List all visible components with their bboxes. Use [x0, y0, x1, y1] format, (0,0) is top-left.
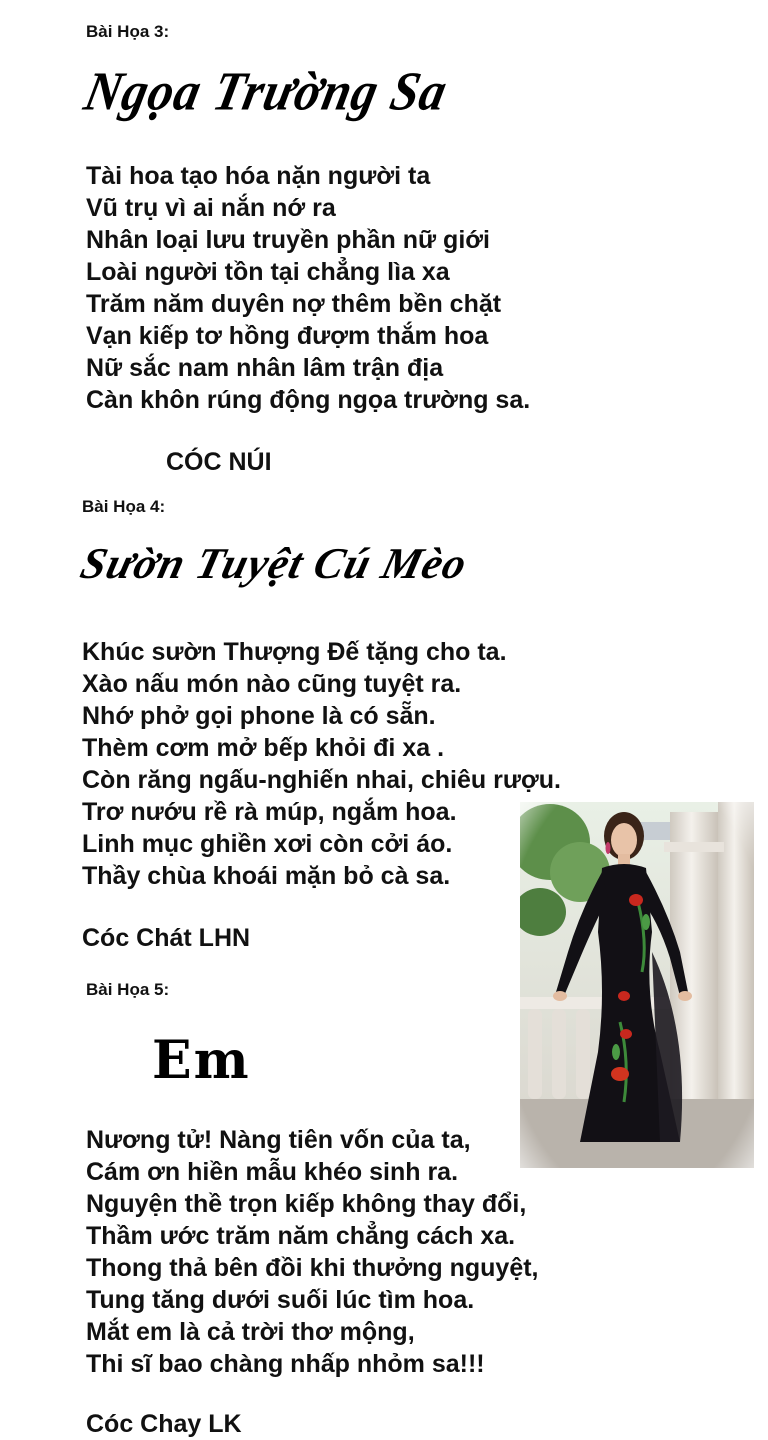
verse-line: Nữ sắc nam nhân lâm trận địa	[86, 354, 444, 382]
poem-3-signature: CÓC NÚI	[166, 448, 272, 476]
poem-5-signature: Cóc Chay LK	[86, 1410, 242, 1438]
verse-line: Loài người tồn tại chẳng lìa xa	[86, 258, 450, 286]
verse-line: Nhân loại lưu truyền phần nữ giới	[86, 226, 490, 254]
verse-line: Xào nấu món nào cũng tuyệt ra.	[82, 670, 462, 698]
poem-4-title: Sườn Tuyệt Cú Mèo	[75, 539, 473, 588]
verse-line: Thong thả bên đồi khi thưởng nguyệt,	[86, 1254, 539, 1282]
verse-line: Khúc sườn Thượng Đế tặng cho ta.	[82, 638, 507, 666]
poem-4-verses	[82, 636, 561, 892]
verse-line: Nguyện thề trọn kiếp không thay đổi,	[86, 1190, 527, 1218]
poem-4-label: Bài Họa 4:	[82, 497, 166, 516]
verse-line: Thi sĩ bao chàng nhấp nhỏm sa!!!	[86, 1350, 485, 1378]
poem-5-title: Em	[152, 1030, 251, 1091]
poem-3-label: Bài Họa 3:	[86, 22, 170, 41]
verse-line: Linh mục ghiền xơi còn cởi áo.	[82, 830, 453, 858]
verse-line: Tài hoa tạo hóa nặn người ta	[86, 162, 431, 190]
verse-line: Thèm cơm mở bếp khỏi đi xa .	[82, 734, 445, 762]
poem-5-label: Bài Họa 5:	[86, 980, 170, 999]
verse-line: Còn răng ngấu-nghiến nhai, chiêu rượu.	[82, 766, 561, 794]
poem-4-signature: Cóc Chát LHN	[82, 924, 251, 952]
verse-line: Tung tăng dưới suối lúc tìm hoa.	[86, 1286, 475, 1314]
verse-line: Vũ trụ vì ai nắn nớ ra	[86, 194, 336, 222]
verse-line: Cám ơn hiền mẫu khéo sinh ra.	[86, 1158, 459, 1186]
woman-in-ao-dai-photo	[520, 802, 754, 1168]
verse-line: Trăm năm duyên nợ thêm bền chặt	[86, 290, 502, 318]
verse-line: Thầy chùa khoái mặn bỏ cà sa.	[82, 862, 451, 890]
poem-3-title: Ngọa Trường Sa	[79, 60, 454, 122]
verse-line: Càn khôn rúng động ngọa trường sa.	[86, 386, 531, 414]
verse-line: Vạn kiếp tơ hồng đượm thắm hoa	[86, 322, 489, 350]
verse-line: Nương tử! Nàng tiên vốn của ta,	[86, 1126, 471, 1154]
verse-line: Nhớ phở gọi phone là có sẵn.	[82, 702, 436, 730]
face	[611, 823, 637, 857]
poem-5-verses	[86, 1124, 539, 1380]
verse-line: Trơ nướu rề rà múp, ngắm hoa.	[82, 798, 457, 826]
poem-3-verses	[86, 160, 530, 416]
verse-line: Mắt em là cả trời thơ mộng,	[86, 1318, 415, 1346]
verse-line: Thầm ước trăm năm chẳng cách xa.	[86, 1222, 516, 1250]
